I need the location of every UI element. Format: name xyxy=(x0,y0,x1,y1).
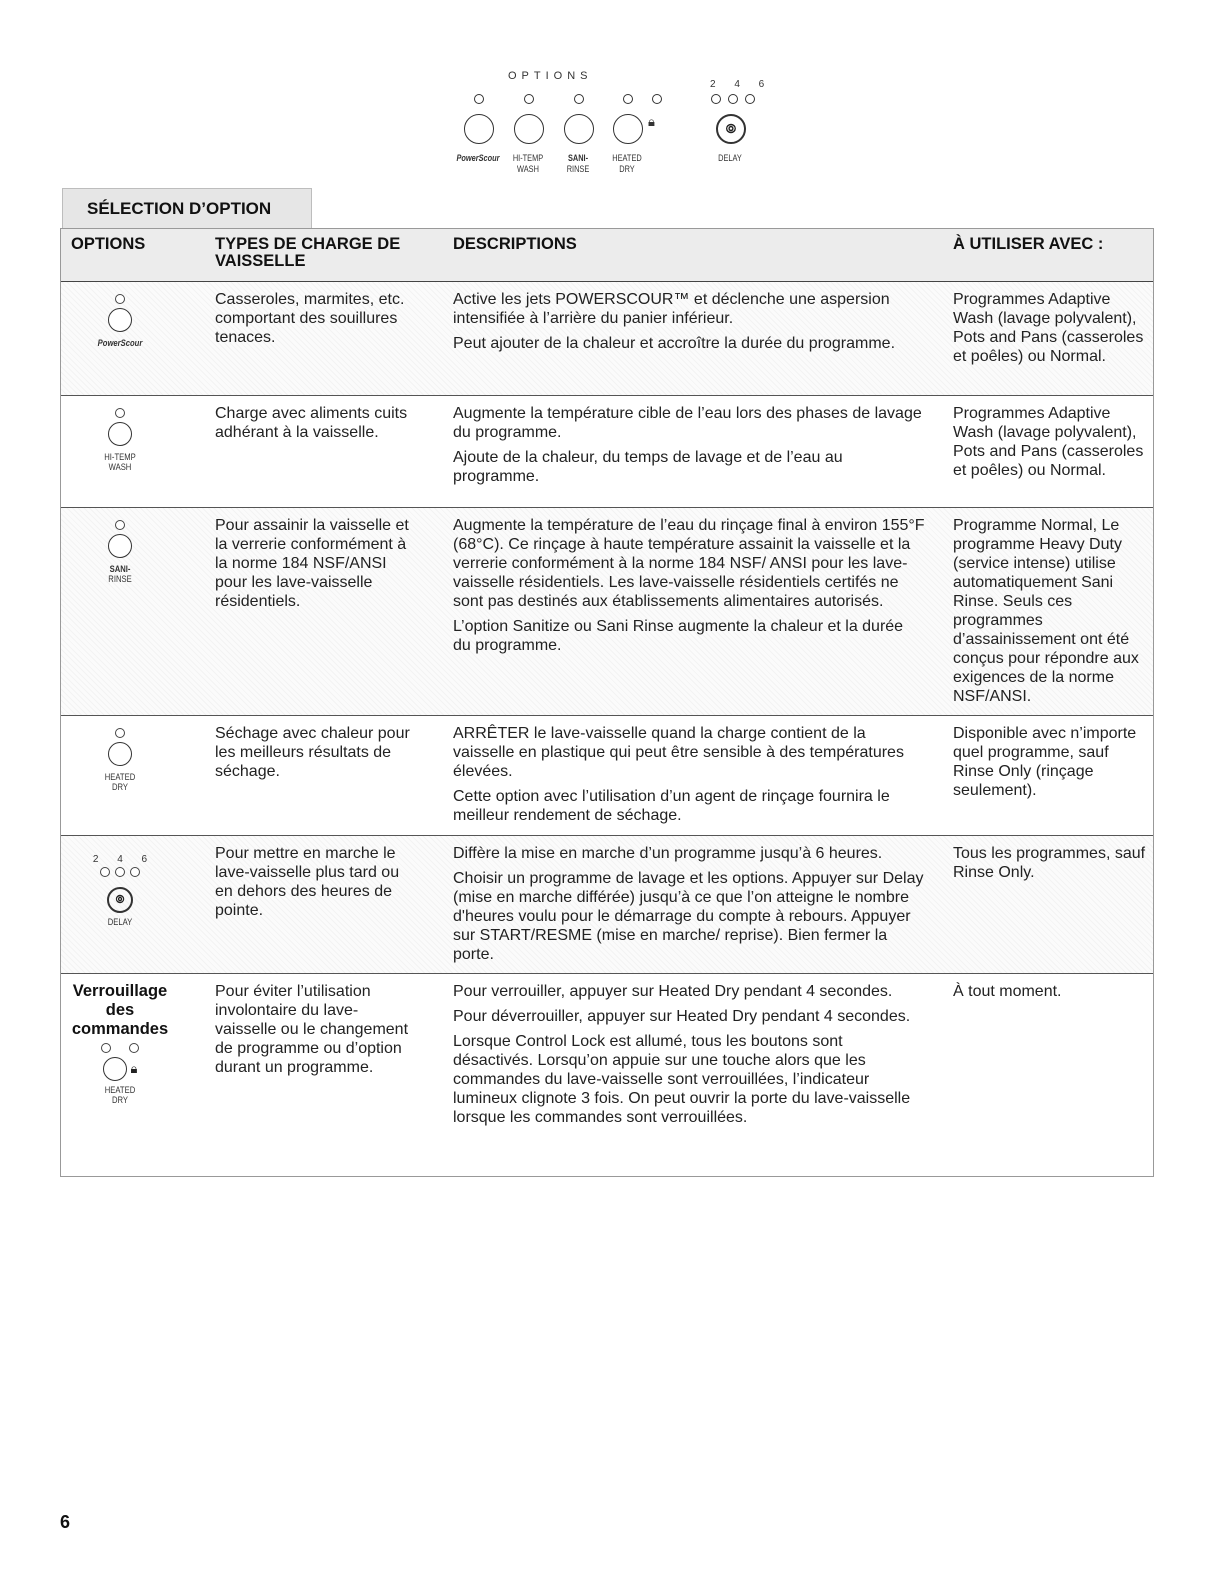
lock-icon: 🔒︎ xyxy=(648,114,655,129)
sani-button-icon xyxy=(564,114,594,144)
delay-label: DELAY xyxy=(718,153,742,163)
description-cell: Pour verrouiller, appuyer sur Heated Dry pendant 4 secondes. Pour déverrouiller, appuyer sur Heated Dry pendant 4 secondes. Lorsque Control Lock est allumé, tous les boutons sont désactivés. Lorsqu’on appuie sur une touche alors que les commandes du lave-vaisselle sont verrouillées, l’indicateur lumineux clignote 3 fois. On peut ouvrir la porte du lave-vaisselle lorsque les commandes sont verrouillées. xyxy=(453,983,911,1126)
use-with-cell: Disponible avec n’importe quel programme, sauf Rinse Only (rinçage seulement). xyxy=(953,725,1137,799)
description-cell: Augmente la température de l’eau du rinçage final à environ 155°F (68°C). Ce rinçage à haute température assainit la vaisselle et la verrerie conformément à la norme 184 NSF/ ANSI pour les lave-vaisselle résidentiels. Les lave-vaisselle résidentiels certifés ne sont pas destinés aux établissements alimentaires autorisés. L’option Sanitize ou Sani Rinse augmente la chaleur et la durée du programme. xyxy=(453,517,925,654)
option-cell xyxy=(61,396,179,507)
types-cell: Casseroles, marmites, etc. comportant des souillures tenaces. xyxy=(215,291,405,346)
hitemp-label: HI-TEMP WASH xyxy=(512,153,544,174)
delay-hours-numbers: 2 4 6 xyxy=(92,854,156,865)
option-cell xyxy=(61,508,179,715)
types-cell: Pour assainir la vaisselle et la verrerie conformément à la norme 184 NSF/ANSI pour les lave-vaisselle résidentiels. xyxy=(215,517,409,610)
hitemp-button-icon xyxy=(514,114,544,144)
heated-led-icon xyxy=(623,94,633,104)
option-label: SANI- xyxy=(109,564,131,574)
use-with-cell: Tous les programmes, sauf Rinse Only. xyxy=(953,845,1146,881)
led-icon xyxy=(115,294,125,304)
option-label: PowerScour xyxy=(97,338,143,348)
table-row xyxy=(61,974,1153,1176)
delay-button-icon: ⦾ xyxy=(716,114,746,144)
button-icon xyxy=(103,1057,127,1081)
option-label: DELAY xyxy=(107,917,133,927)
option-label: HI-TEMP xyxy=(104,452,136,462)
types-cell: Charge avec aliments cuits adhérant à la vaisselle. xyxy=(215,405,408,441)
control-lock-title: Verrouillage des commandes xyxy=(71,982,169,1038)
types-cell: Séchage avec chaleur pour les meilleurs résultats de séchage. xyxy=(215,725,410,780)
led-icon xyxy=(115,408,125,418)
lock-led-icon xyxy=(129,1043,139,1053)
delay-6-led-icon xyxy=(745,94,755,104)
lock-led-icon xyxy=(652,94,662,104)
option-label-2: DRY xyxy=(111,1095,129,1105)
table-row xyxy=(61,508,1153,716)
powerscour-led-icon xyxy=(474,94,484,104)
led-icon xyxy=(115,520,125,530)
use-with-cell: À tout moment. xyxy=(953,983,1062,1000)
powerscour-label: PowerScour xyxy=(456,153,500,163)
options-title: OPTIONS xyxy=(508,70,593,82)
button-icon xyxy=(108,308,132,332)
button-icon xyxy=(108,534,132,558)
option-label: HEATED xyxy=(104,1085,136,1095)
sani-led-icon xyxy=(574,94,584,104)
header-types: TYPES DE CHARGE DE VAISSELLE xyxy=(215,235,401,270)
powerscour-button-icon xyxy=(464,114,494,144)
table-row xyxy=(61,716,1153,836)
option-label-2: RINSE xyxy=(108,574,132,584)
heated-button-icon xyxy=(613,114,643,144)
description-cell: ARRÊTER le lave-vaisselle quand la charge contient de la vaisselle en plastique qui peut être sensible à des températures élevées. Cette option avec l’utilisation d’un agent de rinçage fournira le meilleur rendement de séchage. xyxy=(453,725,904,824)
option-selection-table xyxy=(60,228,1154,1177)
types-cell: Pour éviter l’utilisation involontaire du lave-vaisselle ou le changement de programme ou d’option durant un programme. xyxy=(215,983,409,1076)
description-cell: Active les jets POWERSCOUR™ et déclenche une aspersion intensifiée à l’arrière du panier inférieur. Peut ajouter de la chaleur et accroître la durée du programme. xyxy=(453,291,896,352)
option-label-2: DRY xyxy=(111,782,129,792)
delay-4-led-icon xyxy=(115,867,125,877)
led-icon xyxy=(101,1043,111,1053)
use-with-cell: Programmes Adaptive Wash (lavage polyvalent), Pots and Pans (casseroles et poêles) ou Normal. xyxy=(953,291,1144,365)
option-label-2: WASH xyxy=(108,462,132,472)
use-with-cell: Programme Normal, Le programme Heavy Duty (service intense) utilise automatiquement Sani Rinse. Seuls ces programmes d’assainissement ont été conçus pour répondre aux exigences de la norme NSF/ANSI. xyxy=(953,517,1139,705)
delay-2-led-icon xyxy=(100,867,110,877)
delay-button-icon: ⦾ xyxy=(107,887,133,913)
page-number: 6 xyxy=(60,1512,71,1532)
table-row xyxy=(61,396,1153,508)
button-icon xyxy=(108,422,132,446)
description-cell: Augmente la température cible de l’eau lors des phases de lavage du programme. Ajoute de la chaleur, du temps de lavage et de l’eau au programme. xyxy=(453,405,922,485)
header-use-with: À UTILISER AVEC : xyxy=(953,235,1104,253)
description-cell: Diffère la mise en marche d’un programme jusqu’à 6 heures. Choisir un programme de lavage et les options. Appuyer sur Delay (mise en marche différée) jusqu’à ce que l’on atteigne le nombre d'heures voulu pour le démarrage du compte à rebours. Appuyer sur START/RESME (mise en marche/ reprise). Bien fermer la porte. xyxy=(453,845,924,963)
table-row xyxy=(61,282,1153,396)
use-with-cell: Programmes Adaptive Wash (lavage polyvalent), Pots and Pans (casseroles et poêles) ou Normal. xyxy=(953,405,1144,479)
option-cell xyxy=(61,716,179,835)
sani-rinse-label: SANI- RINSE xyxy=(566,153,590,174)
lock-icon: 🔒︎ xyxy=(130,1061,138,1076)
hitemp-led-icon xyxy=(524,94,534,104)
delay-hours-numbers: 2 4 6 xyxy=(710,79,773,90)
header-options: OPTIONS xyxy=(71,235,146,253)
delay-6-led-icon xyxy=(130,867,140,877)
led-icon xyxy=(115,728,125,738)
types-cell: Pour mettre en marche le lave-vaisselle plus tard ou en dehors des heures de pointe. xyxy=(215,845,400,919)
option-label: HEATED xyxy=(104,772,136,782)
section-title: SÉLECTION D’OPTION xyxy=(62,188,312,228)
option-cell xyxy=(61,974,179,1176)
option-cell xyxy=(61,282,179,395)
control-panel-diagram xyxy=(440,60,780,190)
button-icon xyxy=(108,742,132,766)
table-row xyxy=(61,836,1153,974)
delay-4-led-icon xyxy=(728,94,738,104)
heated-dry-label: HEATED DRY xyxy=(612,153,642,174)
option-cell xyxy=(61,836,179,973)
header-descriptions: DESCRIPTIONS xyxy=(453,235,577,253)
delay-2-led-icon xyxy=(711,94,721,104)
table-header xyxy=(61,229,1153,282)
